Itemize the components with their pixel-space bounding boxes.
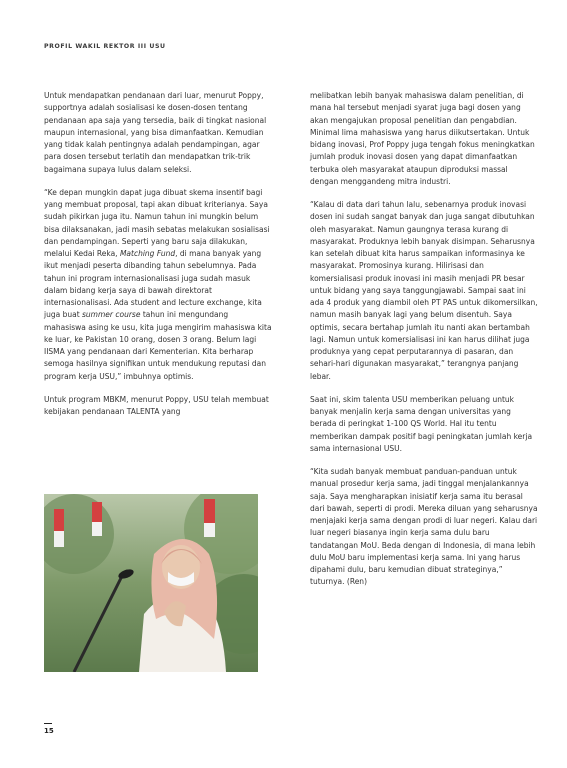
paragraph-with-italics: “Ke depan mungkin dapat juga dibuat skema insentif bagi yang membuat proposal, tapi akan dibuat kriterianya. Saya sudah pikirkan juga itu. Namun tahun ini mungkin belum bisa dilaksanakan, jadi masih sebatas melakukan sosialisasi dan pendampingan. Seperti yang baru saja dilakukan, melalui Kedai Reka, Matching Fund, di mana banyak yang ikut menjadi peserta dibanding tahun sebelumnya. Pada tahun ini program internasionalisasi juga sudah masuk dalam bidang kerja saya di bawah direktorat internasionalisasi. Ada student and lecture exchange, kita juga buat summer course tahun ini mengundang mahasiswa asing ke usu, kita juga mengirim mahasiswa kita ke luar, ke Pakistan 10 orang, dosen 3 orang. Belum lagi IISMA yang pendanaan dari Kementerian. Kita berharap semoga hasilnya signifikan untuk mendukung reputasi dan program kerja USU,” imbuhnya optimis. [44,187,272,381]
page-number: 15 [44,727,54,735]
paragraph: Saat ini, skim talenta USU memberikan peluang untuk banyak menjalin kerja sama dengan universitas yang berada di peringkat 1-100 QS World. Hal itu tentu memberikan dampak positif bagi peningkatan jumlah kerja sama internasional USU. [310,394,533,453]
footer-rule [44,723,52,724]
paragraph: “Kita sudah banyak membuat panduan-panduan untuk manual prosedur kerja sama, jadi tinggal menjalankannya saja. Saya mengharapkan inisiatif kerja sama itu berasal dari bawah, seperti di prodi. Mereka diluan yang seharusnya menjajaki kerja sama dengan prodi di luar negeri. Kalau dari luar negeri biasanya ingin kerja sama dulu baru tandatangan MoU. Beda dengan di Indonesia, di mana lebih dulu MoU baru implementasi kerja sama. Ini yang harus dipahami dulu, baru kemudian dibuat strateginya,” tuturnya. (Ren) [310,467,538,587]
paragraph: “Kalau di data dari tahun lalu, sebenarnya produk inovasi dosen ini sudah sangat banyak dan juga sangat dibutuhkan oleh masyarakat. Namun gaungnya terasa kurang di masyarakat. Produknya lebih banyak disimpan. Seharusnya kan setelah dibuat kita harus sampaikan informasinya ke masyarakat. Promosinya kurang. Hilirisasi dan komersialisasi produk inovasi ini masih menjadi PR besar untuk bidang yang saya tanggungjawabi. Sampai saat ini ada 4 produk yang diambil oleh PT PAS untuk dikomersilkan, namun masih banyak lagi yang belum disentuh. Saya optimis, secara bertahap jumlah itu nanti akan bertambah lagi. Namun untuk komersialisasi ini kan harus dilihat juga produknya yang cepat perputarannya di pasaran, dan sehari-hari digunakan masyarakat,” terangnya panjang lebar. [310,200,538,381]
paragraph: melibatkan lebih banyak mahasiswa dalam penelitian, di mana hal tersebut menjadi syarat juga bagi dosen yang akan mengajukan proposal penelitian dan pengabdian. Minimal lima mahasiswa yang harus diikutsertakan. Untuk bidang inovasi, Prof Poppy juga tengah fokus meningkatkan jumlah produk inovasi dosen yang dapat dimanfaatkan terbuka oleh masyarakat ataupun diproduksi massal dengan menggandeng mitra industri. [310,91,535,186]
right-column [310,90,538,600]
left-column [44,90,272,429]
paragraph: Untuk program MBKM, menurut Poppy, USU telah membuat kebijakan pendanaan TALENTA yang [44,394,269,416]
running-header: PROFIL WAKIL REKTOR III USU [44,43,166,50]
article-photo [44,494,258,672]
paragraph: Untuk mendapatkan pendanaan dari luar, menurut Poppy, supportnya adalah sosialisasi ke dosen-dosen tentang pendanaan apa saja yang tersedia, baik di tingkat nasional maupun internasional, yang bisa dimanfaatkan. Kemudian yang tidak kalah pentingnya adalah pendampingan, agar para dosen tersebut terlatih dan mendapatkan trik-trik bagaimana supaya lulus dalam seleksi. [44,91,267,174]
